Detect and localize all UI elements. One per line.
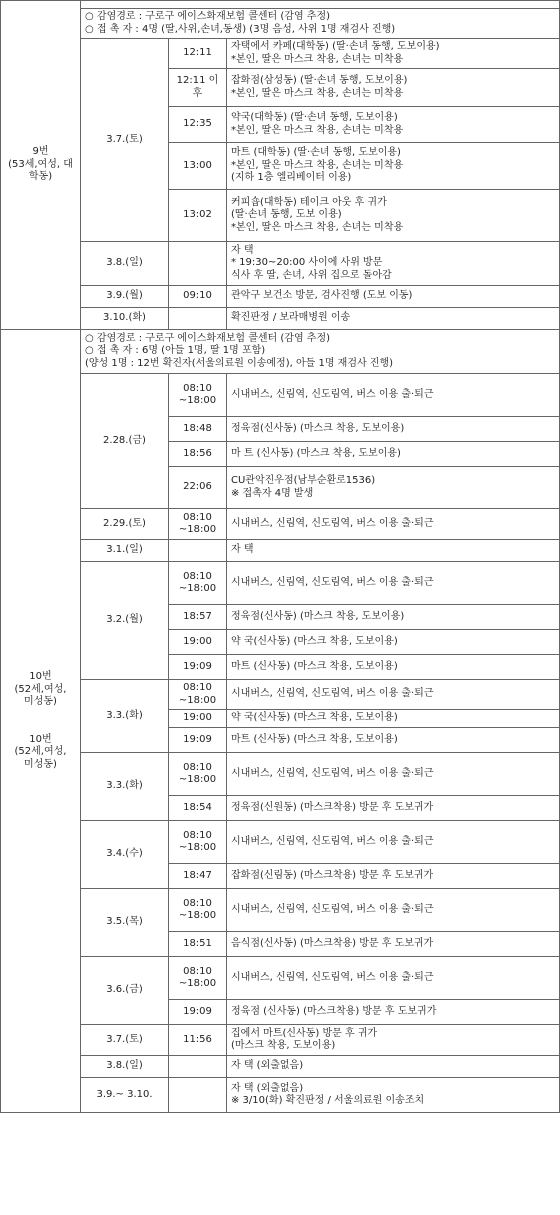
table-row — [1, 680, 560, 710]
activity-cell: 시내버스, 신림역, 신도림역, 버스 이용 출·퇴근 — [227, 753, 560, 796]
activity-cell: 자택에서 카페(대학동) (딸·손녀 동행, 도보이용) *본인, 딸은 마스크 착용, 손녀는 미착용 — [227, 39, 560, 69]
time-cell: 18:54 — [169, 796, 227, 821]
date-cell: 2.29.(토) — [81, 509, 169, 540]
table-row — [1, 889, 560, 932]
activity-cell: 시내버스, 신림역, 신도림역, 버스 이용 출·퇴근 — [227, 680, 560, 710]
time-cell — [169, 1056, 227, 1078]
date-cell: 3.2.(월) — [81, 562, 169, 680]
table-row — [1, 1078, 560, 1113]
date-cell: 3.9.(월) — [81, 286, 169, 308]
time-cell: 08:10 ~18:00 — [169, 957, 227, 1000]
time-cell: 12:11 — [169, 39, 227, 69]
activity-cell: 커피숍(대학동) 테이크 아웃 후 귀가 (딸·손녀 동행, 도보 이용) *본인, 딸은 마스크 착용, 손녀는 미착용 — [227, 190, 560, 242]
date-cell: 3.3.(화) — [81, 753, 169, 821]
time-cell: 09:10 — [169, 286, 227, 308]
time-cell: 08:10 ~18:00 — [169, 753, 227, 796]
activity-cell: 정육점(신사동) (마스크 착용, 도보이용) — [227, 417, 560, 442]
table-row — [1, 374, 560, 417]
table-row — [1, 957, 560, 1000]
activity-cell: 관악구 보건소 방문, 검사진행 (도보 이동) — [227, 286, 560, 308]
time-cell: 08:10 ~18:00 — [169, 821, 227, 864]
table-row — [1, 540, 560, 562]
date-cell: 3.10.(화) — [81, 308, 169, 330]
activity-cell: 자 택 (외출없음) ※ 3/10(화) 확진판정 / 서울의료원 이송조치 — [227, 1078, 560, 1113]
activity-cell: 정육점(신사동) (마스크 착용, 도보이용) — [227, 605, 560, 630]
case-info: ○ 감염경로 : 구로구 에이스화재보험 콜센터 (감염 추정) ○ 접 촉 자 : 6명 (아들 1명, 딸 1명 포함) (양성 1명 : 12번 확진자(서울의료원 이송예정), 아들 1명 재검사 진행) — [81, 330, 560, 374]
date-cell: 3.7.(토) — [81, 39, 169, 242]
time-cell: 22:06 — [169, 467, 227, 509]
date-cell: 3.1.(일) — [81, 540, 169, 562]
blank-cell — [81, 1, 560, 9]
time-cell: 13:00 — [169, 143, 227, 190]
time-cell: 11:56 — [169, 1025, 227, 1056]
time-cell: 08:10 ~18:00 — [169, 509, 227, 540]
activity-cell: 시내버스, 신림역, 신도림역, 버스 이용 출·퇴근 — [227, 821, 560, 864]
time-cell: 08:10 ~18:00 — [169, 889, 227, 932]
table-row — [1, 39, 560, 69]
table-row — [1, 562, 560, 605]
date-cell: 3.7.(토) — [81, 1025, 169, 1056]
date-cell: 3.8.(일) — [81, 1056, 169, 1078]
table-row — [1, 509, 560, 540]
activity-cell: 집에서 마트(신사동) 방문 후 귀가 (마스크 착용, 도보이용) — [227, 1025, 560, 1056]
time-cell: 18:47 — [169, 864, 227, 889]
time-cell: 12:35 — [169, 107, 227, 143]
activity-cell: 자 택 * 19:30~20:00 사이에 사위 방문 식사 후 딸, 손녀, 사위 집으로 돌아감 — [227, 242, 560, 286]
activity-cell: 약 국(신사동) (마스크 착용, 도보이용) — [227, 710, 560, 728]
time-cell: 19:09 — [169, 655, 227, 680]
activity-cell: 자 택 — [227, 540, 560, 562]
activity-cell: 자 택 (외출없음) — [227, 1056, 560, 1078]
table-row — [1, 821, 560, 864]
time-cell: 18:56 — [169, 442, 227, 467]
time-cell — [169, 540, 227, 562]
time-cell: 19:00 — [169, 630, 227, 655]
activity-cell: 약국(대학동) (딸·손녀 동행, 도보이용) *본인, 딸은 마스크 착용, 손녀는 미착용 — [227, 107, 560, 143]
case-info: ○ 감염경로 : 구로구 에이스화재보험 콜센터 (감염 추정) ○ 접 촉 자 : 4명 (딸,사위,손녀,동생) (3명 음성, 사위 1명 재검사 진행) — [81, 9, 560, 39]
date-cell: 3.4.(수) — [81, 821, 169, 889]
time-cell — [169, 1078, 227, 1113]
time-cell — [169, 242, 227, 286]
activity-cell: 시내버스, 신림역, 신도림역, 버스 이용 출·퇴근 — [227, 374, 560, 417]
time-cell: 18:57 — [169, 605, 227, 630]
table-row — [1, 242, 560, 286]
activity-cell: 마트 (대학동) (딸·손녀 동행, 도보이용) *본인, 딸은 마스크 착용, 손녀는 미착용 (지하 1층 엘리베이터 이용) — [227, 143, 560, 190]
activity-cell: 약 국(신사동) (마스크 착용, 도보이용) — [227, 630, 560, 655]
table-row — [1, 753, 560, 796]
activity-cell: 마트 (신사동) (마스크 착용, 도보이용) — [227, 655, 560, 680]
date-cell: 3.5.(목) — [81, 889, 169, 957]
time-cell: 19:00 — [169, 710, 227, 728]
activity-cell: 정육점 (신사동) (마스크착용) 방문 후 도보귀가 — [227, 1000, 560, 1025]
activity-cell: 시내버스, 신림역, 신도림역, 버스 이용 출·퇴근 — [227, 509, 560, 540]
case-person: 10번 (52세,여성, 미성동) 10번 (52세,여성, 미성동) — [1, 330, 81, 1113]
time-cell: 08:10 ~18:00 — [169, 562, 227, 605]
time-cell: 08:10 ~18:00 — [169, 680, 227, 710]
time-cell: 19:09 — [169, 728, 227, 753]
date-cell: 3.9.~ 3.10. — [81, 1078, 169, 1113]
activity-cell: 마트 (신사동) (마스크 착용, 도보이용) — [227, 728, 560, 753]
time-cell: 18:51 — [169, 932, 227, 957]
activity-cell: 시내버스, 신림역, 신도림역, 버스 이용 출·퇴근 — [227, 889, 560, 932]
time-cell — [169, 308, 227, 330]
time-cell: 08:10 ~18:00 — [169, 374, 227, 417]
time-cell: 19:09 — [169, 1000, 227, 1025]
time-cell: 18:48 — [169, 417, 227, 442]
time-cell: 13:02 — [169, 190, 227, 242]
date-cell: 2.28.(금) — [81, 374, 169, 509]
activity-cell: 확진판정 / 보라매병원 이송 — [227, 308, 560, 330]
activity-cell: 정육점(신원동) (마스크착용) 방문 후 도보귀가 — [227, 796, 560, 821]
time-cell: 12:11 이 후 — [169, 69, 227, 107]
table-row — [1, 308, 560, 330]
activity-cell: 잡화점(삼성동) (딸·손녀 동행, 도보이용) *본인, 딸은 마스크 착용, 손녀는 미착용 — [227, 69, 560, 107]
date-cell: 3.6.(금) — [81, 957, 169, 1025]
table-row — [1, 1025, 560, 1056]
activity-cell: 시내버스, 신림역, 신도림역, 버스 이용 출·퇴근 — [227, 562, 560, 605]
date-cell: 3.3.(화) — [81, 680, 169, 753]
activity-cell: 마 트 (신사동) (마스크 착용, 도보이용) — [227, 442, 560, 467]
case-person: 9번 (53세,여성, 대 학동) — [1, 1, 81, 330]
activity-cell: 음식점(신사동) (마스크착용) 방문 후 도보귀가 — [227, 932, 560, 957]
table-row — [1, 1056, 560, 1078]
table-row — [1, 286, 560, 308]
date-cell: 3.8.(일) — [81, 242, 169, 286]
activity-cell: 시내버스, 신림역, 신도림역, 버스 이용 출·퇴근 — [227, 957, 560, 1000]
activity-cell: CU관악진우점(남부순환로1536) ※ 접촉자 4명 발생 — [227, 467, 560, 509]
activity-cell: 잡화점(신림동) (마스크착용) 방문 후 도보귀가 — [227, 864, 560, 889]
